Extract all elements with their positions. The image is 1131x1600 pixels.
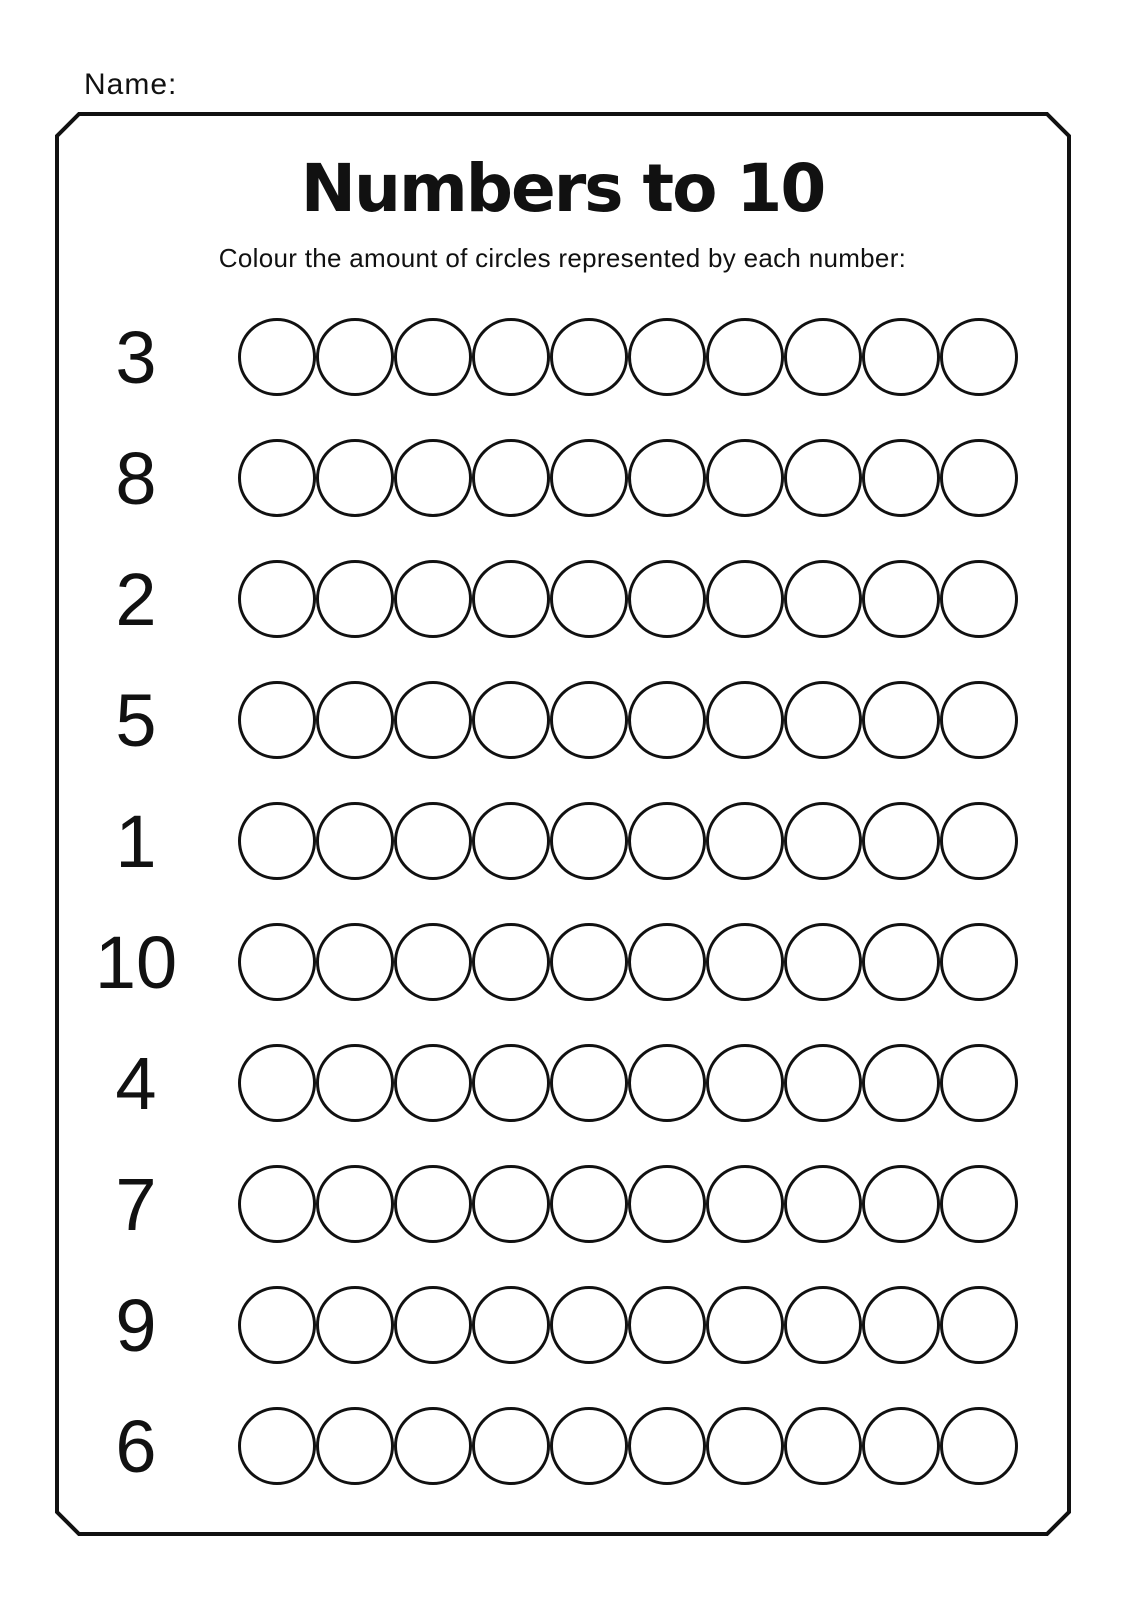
colorable-circle[interactable] bbox=[238, 923, 316, 1001]
colorable-circle[interactable] bbox=[706, 1407, 784, 1485]
circle-strip bbox=[238, 681, 1018, 759]
worksheet-row bbox=[0, 1406, 1131, 1486]
colorable-circle[interactable] bbox=[394, 802, 472, 880]
colorable-circle[interactable] bbox=[550, 1165, 628, 1243]
colorable-circle[interactable] bbox=[940, 318, 1018, 396]
circle-strip bbox=[238, 1407, 1018, 1485]
colorable-circle[interactable] bbox=[862, 802, 940, 880]
colorable-circle[interactable] bbox=[706, 560, 784, 638]
colorable-circle[interactable] bbox=[784, 1286, 862, 1364]
colorable-circle[interactable] bbox=[316, 1165, 394, 1243]
colorable-circle[interactable] bbox=[862, 1044, 940, 1122]
circle-strip bbox=[238, 1165, 1018, 1243]
colorable-circle[interactable] bbox=[628, 923, 706, 1001]
colorable-circle[interactable] bbox=[316, 318, 394, 396]
colorable-circle[interactable] bbox=[550, 1286, 628, 1364]
colorable-circle[interactable] bbox=[394, 923, 472, 1001]
colorable-circle[interactable] bbox=[706, 439, 784, 517]
row-number-label: 2 bbox=[115, 557, 157, 641]
colorable-circle[interactable] bbox=[628, 318, 706, 396]
row-number-label: 7 bbox=[115, 1162, 157, 1246]
colorable-circle[interactable] bbox=[238, 439, 316, 517]
colorable-circle[interactable] bbox=[784, 1165, 862, 1243]
colorable-circle[interactable] bbox=[316, 1407, 394, 1485]
worksheet-row bbox=[0, 680, 1131, 760]
colorable-circle[interactable] bbox=[550, 681, 628, 759]
colorable-circle[interactable] bbox=[394, 1165, 472, 1243]
colorable-circle[interactable] bbox=[394, 1286, 472, 1364]
colorable-circle[interactable] bbox=[316, 923, 394, 1001]
colorable-circle[interactable] bbox=[784, 1407, 862, 1485]
colorable-circle[interactable] bbox=[550, 560, 628, 638]
worksheet-row bbox=[0, 922, 1131, 1002]
colorable-circle[interactable] bbox=[238, 1165, 316, 1243]
row-number-label: 8 bbox=[115, 436, 157, 520]
colorable-circle[interactable] bbox=[706, 1044, 784, 1122]
colorable-circle[interactable] bbox=[472, 1165, 550, 1243]
colorable-circle[interactable] bbox=[784, 439, 862, 517]
colorable-circle[interactable] bbox=[940, 802, 1018, 880]
colorable-circle[interactable] bbox=[862, 1286, 940, 1364]
colorable-circle[interactable] bbox=[316, 560, 394, 638]
row-number-label: 10 bbox=[94, 920, 178, 1004]
colorable-circle[interactable] bbox=[940, 923, 1018, 1001]
colorable-circle[interactable] bbox=[628, 681, 706, 759]
name-label: Name: bbox=[84, 68, 178, 101]
row-number-label: 4 bbox=[115, 1041, 157, 1125]
colorable-circle[interactable] bbox=[784, 923, 862, 1001]
colorable-circle[interactable] bbox=[628, 802, 706, 880]
colorable-circle[interactable] bbox=[238, 802, 316, 880]
colorable-circle[interactable] bbox=[940, 1165, 1018, 1243]
colorable-circle[interactable] bbox=[550, 802, 628, 880]
colorable-circle[interactable] bbox=[940, 1407, 1018, 1485]
colorable-circle[interactable] bbox=[550, 1407, 628, 1485]
colorable-circle[interactable] bbox=[238, 560, 316, 638]
colorable-circle[interactable] bbox=[394, 681, 472, 759]
circle-strip bbox=[238, 318, 1018, 396]
colorable-circle[interactable] bbox=[628, 560, 706, 638]
circle-strip bbox=[238, 802, 1018, 880]
colorable-circle[interactable] bbox=[238, 1044, 316, 1122]
colorable-circle[interactable] bbox=[394, 1407, 472, 1485]
colorable-circle[interactable] bbox=[940, 681, 1018, 759]
colorable-circle[interactable] bbox=[550, 923, 628, 1001]
circle-strip bbox=[238, 923, 1018, 1001]
colorable-circle[interactable] bbox=[394, 318, 472, 396]
colorable-circle[interactable] bbox=[238, 681, 316, 759]
colorable-circle[interactable] bbox=[472, 1044, 550, 1122]
circle-strip bbox=[238, 1044, 1018, 1122]
colorable-circle[interactable] bbox=[940, 1286, 1018, 1364]
colorable-circle[interactable] bbox=[316, 1044, 394, 1122]
colorable-circle[interactable] bbox=[316, 439, 394, 517]
colorable-circle[interactable] bbox=[628, 1165, 706, 1243]
colorable-circle[interactable] bbox=[862, 439, 940, 517]
colorable-circle[interactable] bbox=[862, 681, 940, 759]
colorable-circle[interactable] bbox=[394, 560, 472, 638]
worksheet-row bbox=[0, 317, 1131, 397]
colorable-circle[interactable] bbox=[940, 1044, 1018, 1122]
row-number-label: 6 bbox=[115, 1404, 157, 1488]
colorable-circle[interactable] bbox=[862, 1165, 940, 1243]
colorable-circle[interactable] bbox=[628, 1044, 706, 1122]
colorable-circle[interactable] bbox=[394, 1044, 472, 1122]
colorable-circle[interactable] bbox=[940, 560, 1018, 638]
row-number-label: 1 bbox=[115, 799, 157, 883]
colorable-circle[interactable] bbox=[628, 1407, 706, 1485]
worksheet-row bbox=[0, 1285, 1131, 1365]
colorable-circle[interactable] bbox=[394, 439, 472, 517]
circle-strip bbox=[238, 1286, 1018, 1364]
colorable-circle[interactable] bbox=[784, 560, 862, 638]
colorable-circle[interactable] bbox=[472, 560, 550, 638]
colorable-circle[interactable] bbox=[628, 1286, 706, 1364]
colorable-circle[interactable] bbox=[862, 923, 940, 1001]
worksheet-row bbox=[0, 559, 1131, 639]
colorable-circle[interactable] bbox=[316, 681, 394, 759]
colorable-circle[interactable] bbox=[706, 802, 784, 880]
colorable-circle[interactable] bbox=[706, 1165, 784, 1243]
colorable-circle[interactable] bbox=[238, 318, 316, 396]
colorable-circle[interactable] bbox=[628, 439, 706, 517]
colorable-circle[interactable] bbox=[316, 1286, 394, 1364]
colorable-circle[interactable] bbox=[862, 560, 940, 638]
worksheet-row bbox=[0, 1164, 1131, 1244]
colorable-circle[interactable] bbox=[316, 802, 394, 880]
colorable-circle[interactable] bbox=[706, 1286, 784, 1364]
circle-strip bbox=[238, 439, 1018, 517]
colorable-circle[interactable] bbox=[472, 1286, 550, 1364]
colorable-circle[interactable] bbox=[550, 1044, 628, 1122]
worksheet-row bbox=[0, 801, 1131, 881]
colorable-circle[interactable] bbox=[706, 681, 784, 759]
colorable-circle[interactable] bbox=[784, 802, 862, 880]
colorable-circle[interactable] bbox=[862, 318, 940, 396]
colorable-circle[interactable] bbox=[472, 439, 550, 517]
colorable-circle[interactable] bbox=[784, 681, 862, 759]
row-number-label: 3 bbox=[115, 315, 157, 399]
colorable-circle[interactable] bbox=[706, 318, 784, 396]
colorable-circle[interactable] bbox=[472, 923, 550, 1001]
colorable-circle[interactable] bbox=[784, 318, 862, 396]
colorable-circle[interactable] bbox=[238, 1407, 316, 1485]
colorable-circle[interactable] bbox=[862, 1407, 940, 1485]
colorable-circle[interactable] bbox=[472, 681, 550, 759]
row-number-label: 9 bbox=[115, 1283, 157, 1367]
worksheet-row bbox=[0, 438, 1131, 518]
page-title: Numbers to 10 bbox=[300, 150, 825, 227]
colorable-circle[interactable] bbox=[706, 923, 784, 1001]
colorable-circle[interactable] bbox=[472, 318, 550, 396]
worksheet-row bbox=[0, 1043, 1131, 1123]
colorable-circle[interactable] bbox=[238, 1286, 316, 1364]
circle-strip bbox=[238, 560, 1018, 638]
colorable-circle[interactable] bbox=[550, 318, 628, 396]
colorable-circle[interactable] bbox=[784, 1044, 862, 1122]
colorable-circle[interactable] bbox=[940, 439, 1018, 517]
colorable-circle[interactable] bbox=[472, 1407, 550, 1485]
colorable-circle[interactable] bbox=[472, 802, 550, 880]
colorable-circle[interactable] bbox=[550, 439, 628, 517]
instruction-text: Colour the amount of circles represented by each number: bbox=[218, 243, 907, 273]
row-number-label: 5 bbox=[115, 678, 157, 762]
